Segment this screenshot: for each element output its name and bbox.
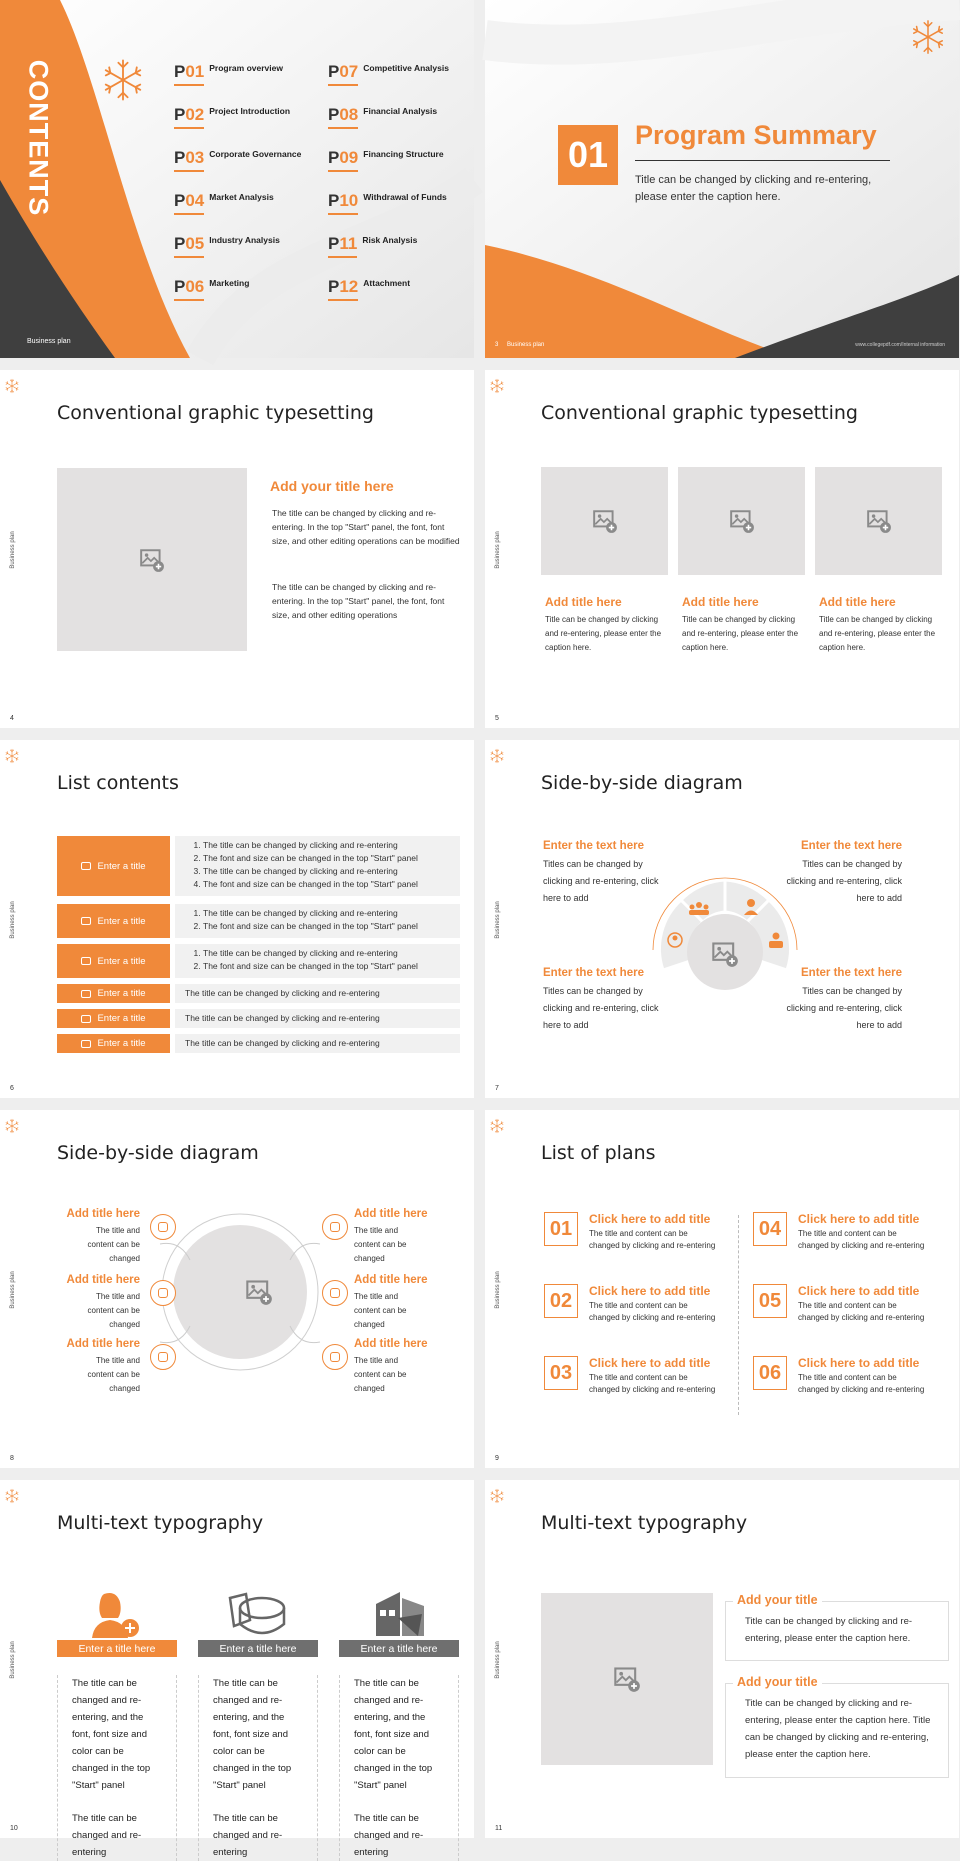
number-prefix: P — [174, 148, 186, 167]
plan-number-badge — [753, 1284, 787, 1318]
pie-chart-icon — [228, 1592, 288, 1638]
list-row-label: Enter a title — [97, 1013, 146, 1024]
contents-item[interactable] — [328, 105, 437, 129]
contents-item-number — [328, 105, 358, 129]
side-label: Business plan — [495, 1641, 501, 1679]
card-heading: Add title here — [819, 595, 896, 609]
snowflake-icon — [100, 57, 146, 103]
diagram-text: Titles can be changed by clicking and re-entering, click here to add — [543, 859, 659, 903]
user-icon — [150, 1214, 176, 1240]
list-line: 1. The title can be changed by clicking and re-entering — [203, 947, 450, 960]
diagram-heading: Enter the text here — [801, 967, 902, 979]
card-text: Title can be changed by clicking and re-entering, please enter the caption here. — [819, 615, 936, 652]
list-line: 1. The title can be changed by clicking and re-entering — [203, 839, 450, 852]
contents-item[interactable] — [328, 62, 449, 86]
plan-number: 05 — [758, 1289, 782, 1312]
diagram-heading: Enter the text here — [543, 840, 644, 852]
contents-item[interactable] — [174, 191, 274, 215]
icon-glyph — [330, 1222, 340, 1232]
box-heading: Add your title — [733, 1593, 822, 1607]
contents-item[interactable] — [174, 148, 301, 172]
side-label: Business plan — [10, 1271, 16, 1309]
number-prefix: P — [174, 105, 186, 124]
number-value: 12 — [339, 277, 359, 296]
list-row[interactable] — [57, 904, 460, 938]
image-icon — [592, 508, 618, 534]
column-text — [198, 1675, 318, 1861]
column-paragraph-1: The title can be changed and re-entering, and the font, font size and color can be changed in the top "Start" panel — [354, 1678, 433, 1791]
list-row[interactable] — [57, 836, 460, 896]
number-prefix: P — [174, 62, 186, 81]
side-label: Business plan — [495, 901, 501, 939]
contents-item-label: Project Introduction — [209, 106, 291, 116]
number-prefix: P — [328, 191, 340, 210]
number-prefix: P — [174, 277, 186, 296]
column-paragraph-1: The title can be changed and re-entering, and the font, font size and color can be changed in the top "Start" panel — [213, 1678, 292, 1791]
list-row-lines — [185, 839, 450, 891]
row-icon — [81, 990, 91, 998]
card-text: Title can be changed by clicking and re-entering, please enter the caption here. — [545, 615, 662, 652]
page-number: 9 — [495, 1455, 499, 1462]
number-value: 07 — [339, 62, 359, 81]
icon-glyph — [158, 1288, 168, 1298]
column-paragraph-2: The title can be changed and re-entering — [72, 1813, 142, 1858]
side-label: Business plan — [10, 901, 16, 939]
plan-number: 06 — [758, 1361, 782, 1384]
column-paragraph-2: The title can be changed and re-entering — [354, 1813, 424, 1858]
column-heading[interactable] — [57, 1640, 177, 1657]
page-number: 6 — [10, 1085, 14, 1092]
snowflake-icon — [489, 1118, 505, 1134]
contents-item[interactable] — [174, 105, 290, 129]
number-prefix: P — [328, 62, 340, 81]
slide-contents[interactable] — [0, 0, 474, 358]
plan-number-badge — [544, 1212, 578, 1246]
slide-7[interactable] — [485, 740, 959, 1098]
number-value: 05 — [185, 234, 205, 253]
contents-item-number — [174, 277, 204, 301]
contents-item-label: Financing Structure — [363, 149, 444, 159]
list-row-lines — [185, 947, 450, 973]
side-label: Business plan — [495, 1271, 501, 1309]
column-heading[interactable] — [198, 1640, 318, 1657]
number-value: 09 — [339, 148, 359, 167]
side-label: Business plan — [10, 1641, 16, 1679]
card-text: Title can be changed by clicking and re-entering, please enter the caption here. — [682, 615, 799, 652]
image-placeholder[interactable] — [678, 467, 805, 575]
image-icon — [866, 508, 892, 534]
contents-item[interactable] — [174, 62, 283, 86]
plan-text: The title and content can be changed by clicking and re-entering — [798, 1301, 925, 1322]
snowflake-icon — [909, 18, 947, 56]
snowflake-icon — [4, 378, 20, 394]
phone-icon — [150, 1344, 176, 1370]
item-heading: Add title here — [354, 1208, 428, 1220]
slide-title: List contents — [57, 772, 179, 794]
summary-divider — [635, 160, 890, 161]
list-row-body — [175, 904, 460, 938]
slide-9[interactable] — [485, 1110, 959, 1468]
number-prefix: P — [328, 148, 340, 167]
summary-footer: Business plan — [507, 342, 545, 348]
contents-item-number — [328, 191, 358, 215]
contents-item-number — [328, 234, 357, 258]
box-text: Title can be changed by clicking and re-entering, please enter the caption here. Title can be changed by clicking and re-entering, please enter the caption here. — [745, 1698, 931, 1760]
diagram-text: Titles can be changed by clicking and re-entering, click here to add — [786, 859, 902, 903]
contents-item-label: Marketing — [209, 278, 250, 288]
item-heading: Add title here — [66, 1274, 140, 1286]
plan-number-badge — [753, 1212, 787, 1246]
snowflake-icon — [4, 748, 20, 764]
text-paragraph-2: The title can be changed by clicking and re-entering. In the top "Start" panel, the font, font size, and other editing operations — [272, 582, 445, 620]
contents-background — [0, 0, 474, 358]
number-value: 04 — [185, 191, 205, 210]
slide-10[interactable] — [0, 1480, 474, 1858]
row-icon — [81, 957, 91, 965]
list-row[interactable] — [57, 1009, 460, 1028]
image-placeholder[interactable] — [815, 467, 942, 575]
plan-number: 03 — [549, 1361, 573, 1384]
image-icon — [613, 1665, 641, 1693]
number-prefix: P — [328, 277, 340, 296]
list-row-title[interactable] — [57, 1009, 170, 1028]
number-value: 01 — [185, 62, 205, 81]
column-heading-label: Enter a title here — [360, 1642, 438, 1655]
list-row[interactable] — [57, 984, 460, 1003]
plan-number: 02 — [549, 1289, 573, 1312]
slide-title: Conventional graphic typesetting — [57, 402, 374, 424]
list-row-label: Enter a title — [97, 915, 146, 927]
list-line: 2. The font and size can be changed in the top "Start" panel — [203, 852, 450, 865]
contents-item[interactable] — [174, 277, 249, 301]
list-row-body — [175, 836, 460, 896]
list-row-text: The title can be changed by clicking and re-entering — [185, 1038, 380, 1048]
slide-8[interactable] — [0, 1110, 474, 1468]
column-heading[interactable] — [339, 1640, 459, 1657]
plan-text: The title and content can be changed by clicking and re-entering — [589, 1229, 716, 1250]
row-icon — [81, 1040, 91, 1048]
list-row-body — [175, 1009, 460, 1028]
number-value: 11 — [339, 234, 358, 253]
slide-title: Side-by-side diagram — [541, 772, 743, 794]
side-label: Business plan — [10, 531, 16, 569]
list-row-body — [175, 984, 460, 1003]
page-number: 4 — [10, 715, 14, 722]
side-label: Business plan — [495, 531, 501, 569]
list-row-label: Enter a title — [97, 1038, 146, 1049]
item-heading: Add title here — [66, 1338, 140, 1350]
page-number: 10 — [10, 1825, 18, 1832]
column-paragraph-2: The title can be changed and re-entering — [213, 1813, 283, 1858]
item-text: The title and content can be changed — [87, 1356, 140, 1393]
card-heading: Add title here — [682, 595, 759, 609]
plan-number-badge — [753, 1356, 787, 1390]
contents-item-number — [328, 277, 358, 301]
contents-item-number — [174, 105, 204, 129]
column-text — [339, 1675, 459, 1861]
contents-item-label: Market Analysis — [209, 192, 274, 202]
slide-title: Multi-text typography — [541, 1512, 748, 1534]
text-paragraph-1: The title can be changed by clicking and re-entering. In the top "Start" panel, the font, font size, and other editing operations can be modified — [272, 508, 460, 546]
snowflake-icon — [4, 1488, 20, 1504]
snowflake-icon — [489, 1488, 505, 1504]
icon-glyph — [330, 1352, 340, 1362]
plan-number: 04 — [758, 1217, 782, 1240]
image-placeholder[interactable] — [541, 1593, 713, 1765]
box-text: Title can be changed by clicking and re-entering, please enter the caption here. — [745, 1616, 913, 1644]
slide-title: Side-by-side diagram — [57, 1142, 259, 1164]
column-paragraph-1: The title can be changed and re-entering, and the font, font size and color can be changed in the top "Start" panel — [72, 1678, 151, 1791]
contents-item-label: Attachment — [363, 278, 411, 288]
icon-glyph — [330, 1288, 340, 1298]
diagram-heading: Enter the text here — [543, 967, 644, 979]
slide-title: Multi-text typography — [57, 1512, 264, 1534]
plan-heading: Click here to add title — [589, 1212, 711, 1226]
list-line: 2. The font and size can be changed in the top "Start" panel — [203, 920, 450, 933]
number-value: 02 — [185, 105, 205, 124]
list-line: 4. The font and size can be changed in the top "Start" panel — [203, 878, 450, 891]
page-number: 5 — [495, 715, 499, 722]
item-heading: Add title here — [66, 1208, 140, 1220]
list-line: 3. The title can be changed by clicking and re-entering — [203, 865, 450, 878]
contents-item-label: Risk Analysis — [362, 235, 418, 245]
slide-6[interactable] — [0, 740, 474, 1098]
contents-footer: Business plan — [27, 338, 71, 345]
plan-heading: Click here to add title — [798, 1356, 920, 1370]
plan-heading: Click here to add title — [798, 1212, 920, 1226]
contents-item-number — [174, 148, 204, 172]
plan-text: The title and content can be changed by clicking and re-entering — [589, 1373, 716, 1394]
list-row-body — [175, 944, 460, 978]
summary-subtitle: Title can be changed by clicking and re-entering, please enter the caption here. — [635, 174, 872, 203]
contents-item-number — [174, 191, 204, 215]
card-heading: Add title here — [545, 595, 622, 609]
plan-heading: Click here to add title — [589, 1356, 711, 1370]
column-heading-label: Enter a title here — [78, 1642, 156, 1655]
building-icon — [372, 1588, 428, 1638]
image-icon — [139, 547, 165, 573]
snowflake-icon — [489, 378, 505, 394]
item-text: The title and content can be changed — [87, 1226, 140, 1263]
page-number: 7 — [495, 1085, 499, 1092]
icon-glyph — [158, 1222, 168, 1232]
plan-number-badge — [544, 1356, 578, 1390]
list-row-title[interactable] — [57, 944, 170, 978]
plan-heading: Click here to add title — [798, 1284, 920, 1298]
number-prefix: P — [174, 191, 186, 210]
contents-item[interactable] — [328, 234, 417, 258]
list-row-body — [175, 1034, 460, 1053]
plan-text: The title and content can be changed by clicking and re-entering — [798, 1373, 925, 1394]
page-number: 3 — [495, 342, 499, 348]
contents-item-label: Competitive Analysis — [363, 63, 449, 73]
summary-url: www.collegepdf.com/Internal information — [855, 342, 945, 348]
image-placeholder[interactable] — [57, 468, 247, 651]
item-heading: Add title here — [354, 1274, 428, 1286]
item-text: The title and content can be changed — [354, 1292, 407, 1329]
box-heading: Add your title — [733, 1675, 822, 1689]
contents-item-label: Financial Analysis — [363, 106, 438, 116]
row-icon — [81, 862, 91, 870]
contents-item[interactable] — [174, 234, 280, 258]
diagram-text: Titles can be changed by clicking and re-entering, click here to add — [786, 986, 902, 1030]
number-value: 10 — [339, 191, 359, 210]
list-row-title[interactable] — [57, 836, 170, 896]
list-line: 1. The title can be changed by clicking and re-entering — [203, 907, 450, 920]
page-number: 11 — [495, 1825, 503, 1832]
slide-program-summary[interactable] — [485, 0, 959, 358]
icon-glyph — [158, 1352, 168, 1362]
list-row-text: The title can be changed by clicking and re-entering — [185, 1013, 380, 1023]
female-user-icon — [322, 1214, 348, 1240]
contents-item-label: Program overview — [209, 63, 283, 73]
number-prefix: P — [328, 234, 340, 253]
chart-icon — [322, 1344, 348, 1370]
semicircle-diagram — [645, 850, 805, 990]
list-row[interactable] — [57, 1034, 460, 1053]
number-value: 06 — [185, 277, 205, 296]
list-row-label: Enter a title — [97, 988, 146, 999]
contents-item-number — [328, 62, 358, 86]
contents-item-label: Corporate Governance — [209, 149, 302, 159]
number-prefix: P — [328, 105, 340, 124]
diagram-text: Titles can be changed by clicking and re-entering, click here to add — [543, 986, 659, 1030]
item-heading: Add title here — [354, 1338, 428, 1350]
item-text: The title and content can be changed — [354, 1356, 407, 1393]
slide-title: Conventional graphic typesetting — [541, 402, 858, 424]
plan-text: The title and content can be changed by clicking and re-entering — [798, 1229, 925, 1250]
item-text: The title and content can be changed — [354, 1226, 407, 1263]
list-row[interactable] — [57, 944, 460, 978]
plan-number: 01 — [549, 1217, 573, 1240]
list-row-title[interactable] — [57, 984, 170, 1003]
contents-item[interactable] — [328, 191, 447, 215]
summary-title: Program Summary — [635, 120, 877, 150]
number-value: 03 — [185, 148, 205, 167]
slide-11[interactable] — [485, 1480, 959, 1838]
contents-item[interactable] — [328, 277, 410, 301]
page-number: 8 — [10, 1455, 14, 1462]
list-row-text: The title can be changed by clicking and re-entering — [185, 988, 380, 998]
box-icon — [150, 1280, 176, 1306]
image-placeholder[interactable] — [541, 467, 668, 575]
number-prefix: P — [174, 234, 186, 253]
list-row-label: Enter a title — [97, 955, 146, 967]
slide-title: List of plans — [541, 1142, 656, 1164]
list-row-title[interactable] — [57, 1034, 170, 1053]
slide-4[interactable] — [0, 370, 474, 728]
list-row-lines — [185, 907, 450, 933]
plan-heading: Click here to add title — [589, 1284, 711, 1298]
text-heading: Add your title here — [270, 478, 394, 494]
slide-5[interactable] — [485, 370, 959, 728]
contents-item-number — [174, 234, 204, 258]
contents-item[interactable] — [328, 148, 444, 172]
contents-item-label: Withdrawal of Funds — [363, 192, 447, 202]
diagram-heading: Enter the text here — [801, 840, 902, 852]
list-line: 2. The font and size can be changed in the top "Start" panel — [203, 960, 450, 973]
list-row-title[interactable] — [57, 904, 170, 938]
plans-divider — [738, 1215, 739, 1415]
number-value: 08 — [339, 105, 359, 124]
money-icon — [322, 1280, 348, 1306]
contents-item-label: Industry Analysis — [209, 235, 280, 245]
row-icon — [81, 1015, 91, 1023]
column-text — [57, 1675, 177, 1861]
image-icon — [245, 1278, 273, 1306]
female-user-add-icon — [90, 1592, 142, 1638]
contents-item-number — [174, 62, 204, 86]
plan-number-badge — [544, 1284, 578, 1318]
contents-item-number — [328, 148, 358, 172]
column-heading-label: Enter a title here — [219, 1642, 297, 1655]
snowflake-icon — [489, 748, 505, 764]
circle-diagram — [150, 1210, 330, 1380]
snowflake-icon — [4, 1118, 20, 1134]
section-number: 01 — [558, 125, 618, 185]
item-text: The title and content can be changed — [87, 1292, 140, 1329]
image-icon — [729, 508, 755, 534]
plan-text: The title and content can be changed by clicking and re-entering — [589, 1301, 716, 1322]
row-icon — [81, 917, 91, 925]
contents-title: CONTENTS — [23, 59, 54, 217]
list-row-label: Enter a title — [97, 860, 146, 872]
image-icon — [711, 940, 739, 968]
